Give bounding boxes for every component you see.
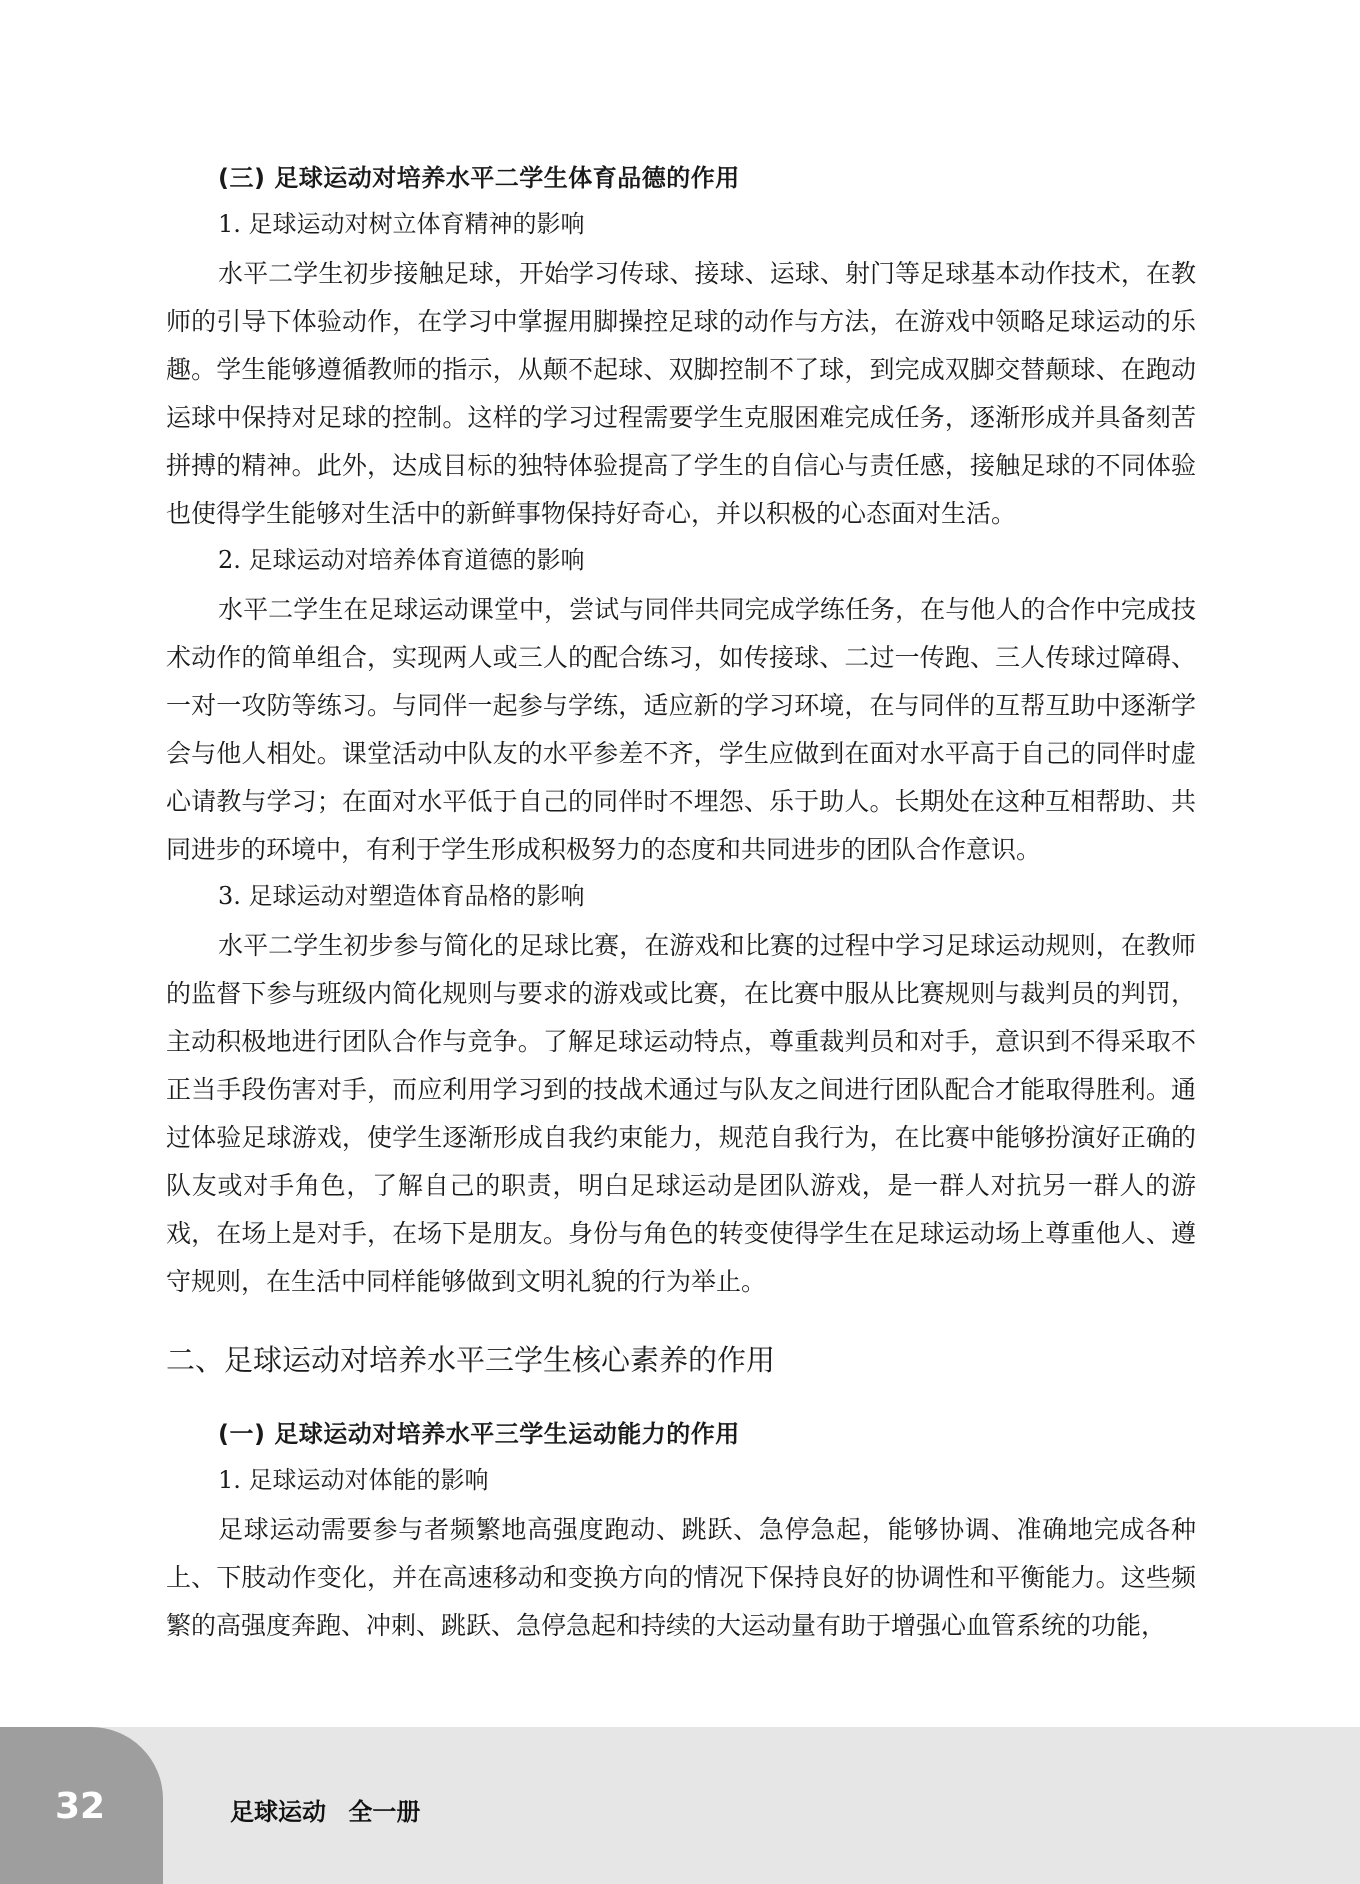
paragraph-3: 水平二学生初步参与简化的足球比赛，在游戏和比赛的过程中学习足球运动规则，在教师的监督下参与班级内简化规则与要求的游戏或比赛，在比赛中服从比赛规则与裁判员的判罚，主动积极地进行团队合作与竞争。了解足球运动特点，尊重裁判员和对手，意识到不得采取不正当手段伤害对手，而应利用学习到的技战术通过与队友之间进行团队配合才能取得胜利。通过体验足球游戏，使学生逐渐形成自我约束能力，规范自我行为，在比赛中能够扮演好正确的队友或对手角色，了解自己的职责，明白足球运动是团队游戏，是一群人对抗另一群人的游戏，在场上是对手，在场下是朋友。身份与角色的转变使得学生在足球运动场上尊重他人、遵守规则，在生活中同样能够做到文明礼貌的行为举止。	[166, 931, 1196, 1296]
chapter-heading-2: 二、足球运动对培养水平三学生核心素养的作用	[166, 1343, 776, 1377]
page-number: 32	[54, 1786, 106, 1827]
section-heading-1: (一) 足球运动对培养水平三学生运动能力的作用	[218, 1420, 740, 1448]
subsection-heading-fitness: 1. 足球运动对体能的影响	[218, 1466, 489, 1494]
section-heading-3: (三) 足球运动对培养水平二学生体育品德的作用	[218, 164, 740, 192]
page-content	[166, 158, 1196, 1652]
subsection-heading-2: 2. 足球运动对培养体育道德的影响	[218, 546, 585, 574]
book-title: 足球运动 全一册	[230, 1798, 421, 1826]
subsection-heading-1: 1. 足球运动对树立体育精神的影响	[218, 210, 585, 238]
paragraph-4: 足球运动需要参与者频繁地高强度跑动、跳跃、急停急起，能够协调、准确地完成各种上、下肢动作变化，并在高速移动和变换方向的情况下保持良好的协调性和平衡能力。这些频繁的高强度奔跑、冲刺、跳跃、急停急起和持续的大运动量有助于增强心血管系统的功能，	[166, 1515, 1196, 1640]
subsection-heading-3: 3. 足球运动对塑造体育品格的影响	[218, 882, 585, 910]
paragraph-2: 水平二学生在足球运动课堂中，尝试与同伴共同完成学练任务，在与他人的合作中完成技术动作的简单组合，实现两人或三人的配合练习，如传接球、二过一传跑、三人传球过障碍、一对一攻防等练习。与同伴一起参与学练，适应新的学习环境，在与同伴的互帮互助中逐渐学会与他人相处。课堂活动中队友的水平参差不齐，学生应做到在面对水平高于自己的同伴时虚心请教与学习；在面对水平低于自己的同伴时不埋怨、乐于助人。长期处在这种互相帮助、共同进步的环境中，有利于学生形成积极努力的态度和共同进步的团队合作意识。	[166, 595, 1196, 864]
footer-band	[0, 1727, 1360, 1884]
paragraph-1: 水平二学生初步接触足球，开始学习传球、接球、运球、射门等足球基本动作技术，在教师的引导下体验动作，在学习中掌握用脚操控足球的动作与方法，在游戏中领略足球运动的乐趣。学生能够遵循教师的指示，从颠不起球、双脚控制不了球，到完成双脚交替颠球、在跑动运球中保持对足球的控制。这样的学习过程需要学生克服困难完成任务，逐渐形成并具备刻苦拼搏的精神。此外，达成目标的独特体验提高了学生的自信心与责任感，接触足球的不同体验也使得学生能够对生活中的新鲜事物保持好奇心，并以积极的心态面对生活。	[166, 259, 1196, 528]
